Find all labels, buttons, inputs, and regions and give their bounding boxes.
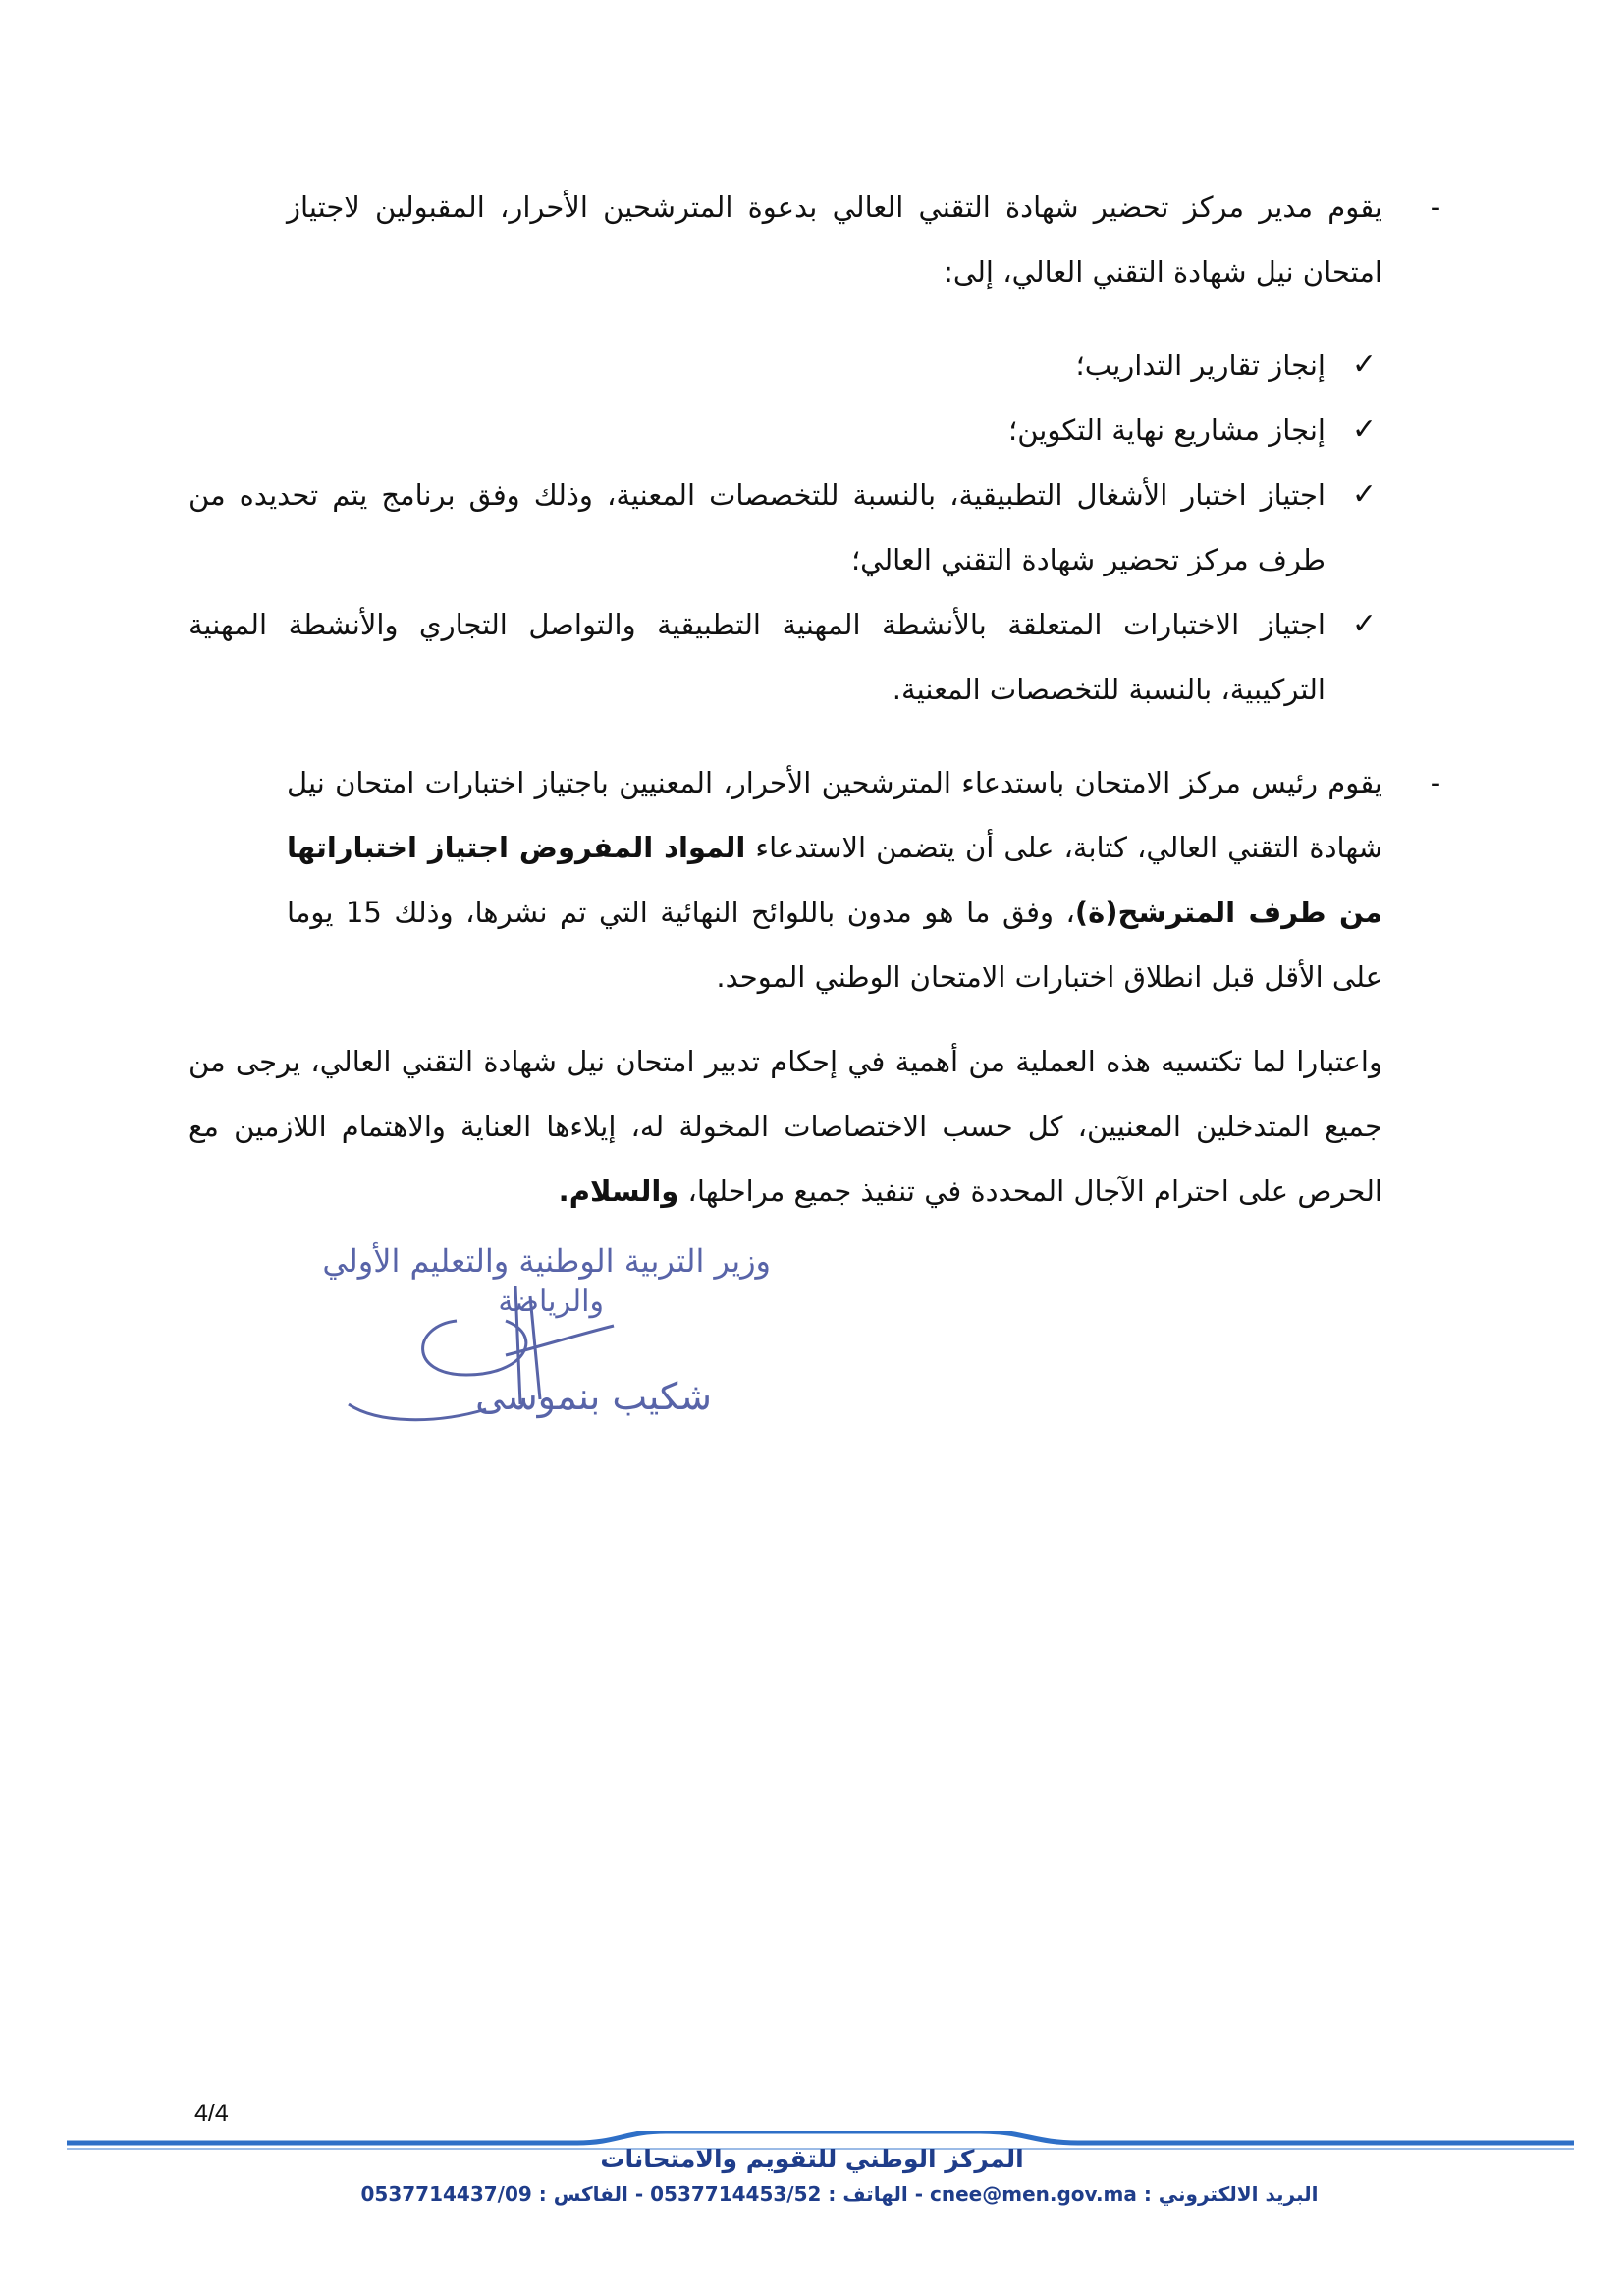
letter-body: [189, 175, 1455, 1224]
phone-value: 0537714453/52: [650, 2182, 822, 2206]
closing-paragraph: [189, 1029, 1455, 1224]
checklist-item: [189, 333, 1382, 398]
check-icon: ✓: [1351, 348, 1377, 382]
item-text: يقوم مدير مركز تحضير شهادة التقني العالي بدعوة المترشحين الأحرار، المقبولين لاجتياز امتحان نيل شهادة التقني العالي، إلى:: [287, 191, 1382, 289]
list-item-director-invitation: [287, 175, 1455, 304]
dash-bullet: -: [1430, 191, 1441, 224]
checklist-item: [189, 398, 1382, 463]
footer-contact-line: [344, 2182, 1335, 2206]
email-label: البريد الالكتروني :: [1143, 2182, 1319, 2206]
signature-title-line1: وزير التربية الوطنية والتعليم الأولي: [322, 1242, 771, 1280]
closing-salutation: والسلام.: [558, 1175, 679, 1208]
page-number: 4/4: [194, 2100, 229, 2127]
check-icon: ✓: [1351, 412, 1377, 447]
fax-label: - الفاكس :: [538, 2182, 644, 2206]
signature-image: [319, 1228, 781, 1453]
item-text-part-a: يقوم رئيس مركز الامتحان باستدعاء المترشحين الأحرار، المعنيين باجتياز اختبارات امتحان نيل شهادة التقني العالي، كتابة، على أن يتضمن الاستدعاء: [287, 766, 1383, 864]
list-item-exam-center-summons: [287, 750, 1455, 1010]
checklist-item: [189, 592, 1382, 722]
checklist-item-text: إنجاز تقارير التداريب؛: [1075, 349, 1326, 382]
closing-text: واعتبارا لما تكتسيه هذه العملية من أهمية في إحكام تدبير امتحان نيل شهادة التقني العالي، يرجى من جميع المتدخلين المعنيين، كل حسب الاختصاصات المخولة له، إيلاءها العناية والاهتمام اللازمين مع الحرص على احترام الآجال المحددة في تنفيذ جميع مراحلها،: [189, 1045, 1382, 1208]
signature-name: شكيب بنموسى: [475, 1375, 712, 1418]
footer-organization-title: المركز الوطني للتقويم والامتحانات: [600, 2145, 1024, 2173]
checklist-item: [189, 463, 1382, 592]
check-icon: ✓: [1351, 477, 1377, 512]
phone-label: - الهاتف :: [828, 2182, 924, 2206]
checklist-item-text: اجتياز اختبار الأشغال التطبيقية، بالنسبة للتخصصات المعنية، وذلك وفق برنامج يتم تحديده من طرف مركز تحضير شهادة التقني العالي؛: [189, 478, 1326, 576]
minister-signature: [319, 1228, 781, 1453]
checklist-item-text: إنجاز مشاريع نهاية التكوين؛: [1008, 413, 1326, 447]
item-text-bold: المواد المفروض اجتياز اختباراتها من طرف المترشح(ة): [287, 831, 1383, 929]
checklist: [189, 333, 1382, 722]
check-icon: ✓: [1351, 607, 1377, 641]
email-value: cnee@men.gov.ma: [930, 2182, 1137, 2206]
signature-title-line2: والرياضة: [498, 1285, 604, 1319]
checklist-item-text: اجتياز الاختبارات المتعلقة بالأنشطة المهنية التطبيقية والتواصل التجاري والأنشطة المهنية التركيبية، بالنسبة للتخصصات المعنية.: [189, 608, 1326, 706]
dash-bullet: -: [1430, 766, 1441, 799]
item-text-part-b: ، وفق ما هو مدون باللوائح النهائية التي تم نشرها، وذلك 15 يوما على الأقل قبل انطلاق اختبارات الامتحان الوطني الموحد.: [287, 896, 1382, 994]
fax-value: 0537714437/09: [360, 2182, 532, 2206]
